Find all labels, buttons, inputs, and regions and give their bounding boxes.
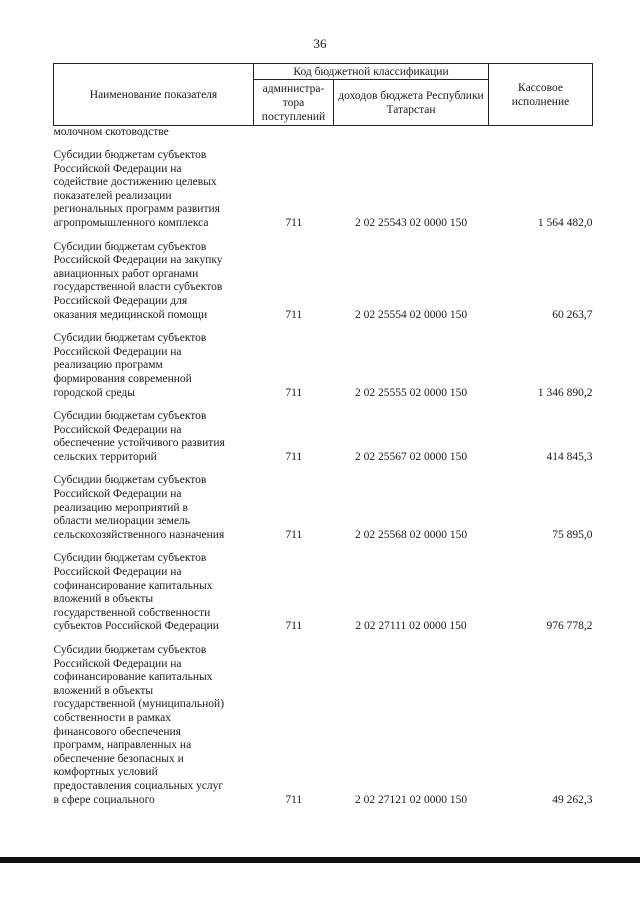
- table-row-continuation: [54, 126, 593, 140]
- row-name-line: вложений в объекты: [53, 684, 154, 697]
- row-name-line: Российской Федерации на: [53, 423, 182, 436]
- page-bottom-rule: [0, 857, 640, 863]
- row-code: 2 02 25568 02 0000 150: [354, 528, 468, 541]
- table-row: [54, 474, 593, 542]
- row-name-line: реализацию мероприятий в: [53, 501, 188, 514]
- table-header: [54, 64, 593, 126]
- row-amount: 414 845,3: [546, 450, 593, 463]
- header-income: доходов бюджета Республики Татарстан: [334, 80, 489, 126]
- row-name-line: реализацию программ: [53, 359, 163, 372]
- row-name-line: Субсидии бюджетам субъектов: [53, 149, 207, 161]
- row-admin: 711: [285, 386, 303, 399]
- row-amount: 1 346 890,2: [537, 386, 593, 399]
- row-name-line: формирования современной: [53, 372, 192, 385]
- row-name: [54, 552, 254, 634]
- row-name: [54, 332, 254, 400]
- row-name-line: софинансирование капитальных: [53, 579, 213, 592]
- row-name: [54, 410, 254, 464]
- row-name-line: государственной (муниципальной): [53, 698, 225, 711]
- row-name-line: финансового обеспечения: [53, 725, 181, 738]
- row-name-line: софинансирование капитальных: [53, 671, 213, 684]
- row-name-line: обеспечение устойчивого развития: [53, 437, 225, 450]
- row-name-line: вложений в объекты: [53, 593, 154, 606]
- row-name-line: Российской Федерации на: [53, 345, 182, 358]
- row-name-line: предоставления социальных услуг: [53, 779, 224, 792]
- row-name-line: области мелиорации земель: [53, 515, 191, 528]
- table-row: [54, 241, 593, 323]
- row-code: 2 02 27111 02 0000 150: [355, 620, 467, 633]
- row-name: [54, 149, 254, 231]
- row-name-line: обеспечение безопасных и: [53, 752, 184, 765]
- row-amount: 976 778,2: [546, 620, 593, 633]
- row-name-line: показателей реализации: [53, 189, 172, 202]
- row-name-line: комфортных условий: [53, 766, 158, 779]
- row-name: молочном скотоводстве: [53, 126, 169, 138]
- budget-table: [53, 63, 593, 807]
- row-name-line: Российской Федерации на: [53, 488, 182, 501]
- row-name-line: Российской Федерации на закупку: [53, 254, 223, 267]
- table-row: [54, 410, 593, 464]
- table-row: [54, 332, 593, 400]
- row-amount: 49 262,3: [552, 793, 593, 806]
- header-amount: Кассовое исполнение: [489, 64, 593, 126]
- row-code: 2 02 25567 02 0000 150: [354, 450, 468, 463]
- row-name-line: Субсидии бюджетам субъектов: [53, 644, 207, 656]
- row-name: [54, 474, 254, 542]
- header-name: Наименование показателя: [54, 64, 254, 126]
- row-admin: 711: [285, 216, 303, 229]
- row-name-line: государственной власти субъектов: [53, 281, 223, 294]
- row-name-line: оказания медицинской помощи: [53, 308, 208, 321]
- row-name-line: содействие достижению целевых: [53, 176, 217, 189]
- table-row: [54, 644, 593, 807]
- row-code: 2 02 25555 02 0000 150: [354, 386, 468, 399]
- row-admin: 711: [285, 450, 303, 463]
- row-code: 2 02 25543 02 0000 150: [354, 216, 468, 229]
- table-row: [54, 552, 593, 634]
- row-name-line: Российской Федерации на: [53, 566, 182, 579]
- row-name-line: в сфере социального: [53, 793, 155, 806]
- row-admin: 711: [285, 620, 303, 633]
- row-name-line: Субсидии бюджетам субъектов: [53, 474, 207, 487]
- row-name-line: Субсидии бюджетам субъектов: [53, 410, 207, 423]
- page-number: 36: [313, 36, 327, 51]
- row-code: 2 02 27121 02 0000 150: [354, 793, 468, 806]
- row-name-line: городской среды: [53, 386, 135, 399]
- row-code: 2 02 25554 02 0000 150: [354, 308, 468, 321]
- row-name-line: Субсидии бюджетам субъектов: [53, 552, 207, 565]
- row-name-line: Субсидии бюджетам субъектов: [53, 240, 207, 253]
- row-name-line: авиационных работ органами: [53, 267, 199, 280]
- row-name-line: региональных программ развития: [53, 203, 220, 216]
- row-name-line: агропромышленного комплекса: [53, 216, 209, 229]
- table-row: [54, 149, 593, 231]
- row-name-line: программ, направленных на: [53, 739, 192, 752]
- row-name-line: Российской Федерации на: [53, 657, 182, 670]
- row-name-line: Российской Федерации для: [53, 294, 188, 307]
- row-name-line: субъектов Российской Федерации: [53, 620, 219, 633]
- row-amount: 1 564 482,0: [537, 216, 593, 229]
- row-admin: 711: [285, 528, 303, 541]
- row-name: [54, 241, 254, 323]
- row-name-line: сельских территорий: [53, 450, 157, 463]
- row-name: [54, 644, 254, 807]
- header-admin: администра-тора поступлений: [254, 80, 334, 126]
- row-admin: 711: [285, 793, 303, 806]
- row-name-line: собственности в рамках: [53, 711, 172, 724]
- row-name-line: государственной собственности: [53, 606, 211, 619]
- row-name-line: сельскохозяйственного назначения: [53, 528, 225, 541]
- row-name-line: Субсидии бюджетам субъектов: [53, 332, 207, 345]
- row-amount: 60 263,7: [552, 308, 593, 321]
- row-admin: 711: [285, 308, 303, 321]
- row-name-line: Российской Федерации на: [53, 162, 182, 175]
- row-amount: 75 895,0: [552, 528, 593, 541]
- header-classification: Код бюджетной классификации: [254, 64, 489, 80]
